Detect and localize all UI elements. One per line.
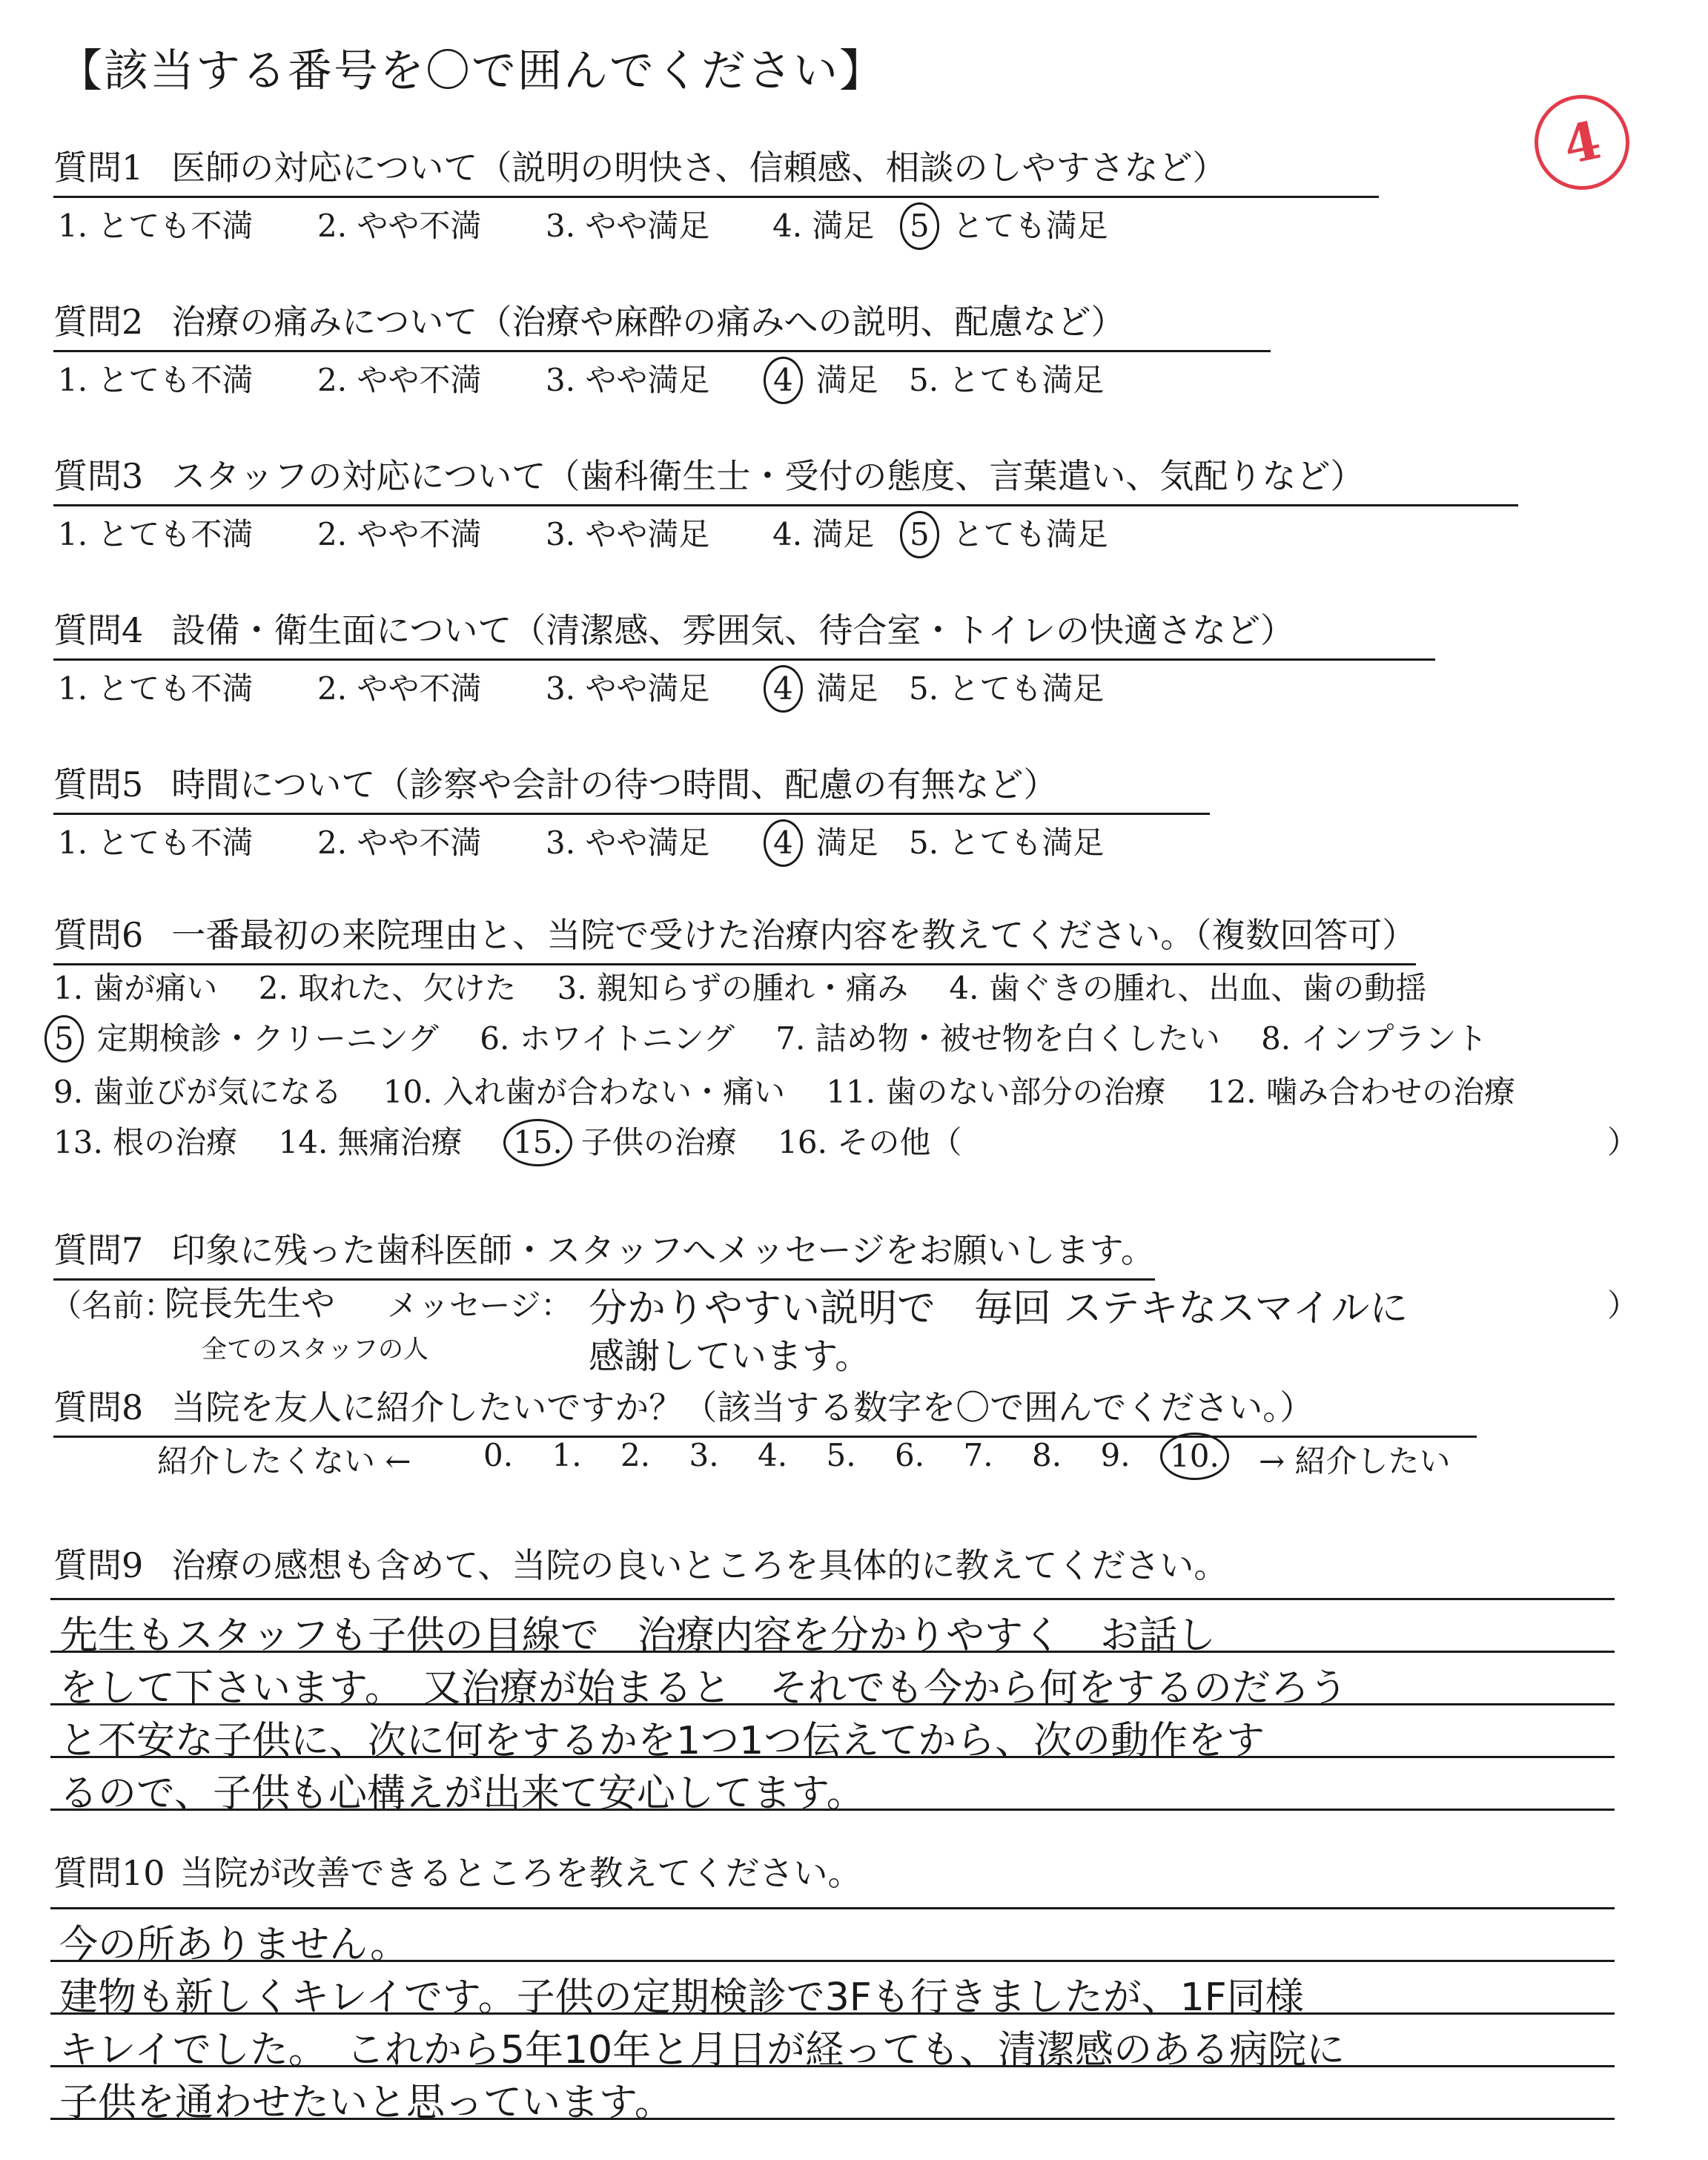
q3-option-5-selected[interactable] bbox=[909, 510, 1108, 558]
q7-number: 質問7 bbox=[53, 1230, 144, 1270]
q7-message-handwritten-2: 感謝しています。 bbox=[589, 1335, 871, 1377]
q8-scale-0[interactable]: 0. bbox=[483, 1437, 514, 1473]
q4-option-5[interactable]: 5. とても満足 bbox=[909, 670, 1105, 707]
q8-number: 質問8 bbox=[53, 1387, 144, 1427]
q10-title bbox=[53, 1846, 862, 1895]
q9-answer-line-4: るので、子供も心構えが出来て安心してます。 bbox=[59, 1771, 865, 1816]
option-label: 満足 bbox=[815, 670, 878, 707]
q3-option-2[interactable]: 2. やや不満 bbox=[317, 516, 482, 552]
q6-row-2 bbox=[44, 1014, 1519, 1063]
q10-answer-line-1: 今の所ありません。 bbox=[59, 1923, 409, 1967]
selected-circle: 4 bbox=[764, 665, 803, 713]
q8-scale-9[interactable]: 9. bbox=[1100, 1437, 1131, 1473]
q8-left-label: 紹介したくない ← bbox=[157, 1443, 411, 1479]
q9-number: 質問9 bbox=[53, 1545, 144, 1585]
q5-option-2[interactable]: 2. やや不満 bbox=[317, 825, 482, 861]
q4-text: 設備・衛生面について（清潔感、雰囲気、待合室・トイレの快適さなど） bbox=[171, 610, 1295, 650]
q7-message-label: メッセージ： bbox=[387, 1287, 572, 1324]
q8-scale-1[interactable]: 1. bbox=[552, 1437, 582, 1473]
q3-option-3[interactable]: 3. やや満足 bbox=[546, 516, 710, 552]
q6-text: 一番最初の来院理由と、当院で受けた治療内容を教えてください。（複数回答可） bbox=[171, 915, 1417, 955]
q8-right-label: → 紹介したい bbox=[1259, 1443, 1451, 1479]
q4-option-3[interactable]: 3. やや満足 bbox=[546, 670, 710, 707]
q3-text: スタッフの対応について（歯科衛生士・受付の態度、言葉遣い、気配りなど） bbox=[171, 456, 1365, 496]
q1-option-3[interactable]: 3. やや満足 bbox=[546, 208, 710, 244]
q4-option-2[interactable]: 2. やや不満 bbox=[317, 670, 482, 707]
q8-scale-8[interactable]: 8. bbox=[1032, 1437, 1062, 1473]
q8-title bbox=[53, 1381, 1477, 1438]
q5-option-1[interactable]: 1. とても不満 bbox=[58, 825, 254, 861]
q4-title bbox=[53, 604, 1435, 661]
q1-title bbox=[53, 141, 1379, 198]
q6-row-1 bbox=[53, 964, 1457, 1008]
q9-text: 治療の感想も含めて、当院の良いところを具体的に教えてください。 bbox=[171, 1545, 1228, 1585]
q5-option-4-selected[interactable] bbox=[772, 819, 878, 867]
q3-option-1[interactable]: 1. とても不満 bbox=[58, 516, 254, 552]
q6-option-3[interactable]: 3. 親知らずの腫れ・痛み bbox=[557, 970, 909, 1006]
option-label: とても満足 bbox=[952, 208, 1108, 244]
q2-option-3[interactable]: 3. やや満足 bbox=[546, 362, 710, 398]
q6-option-15-circled[interactable]: 15. bbox=[503, 1119, 572, 1166]
q4-option-4-selected[interactable] bbox=[772, 664, 878, 713]
option-label: 満足 bbox=[815, 362, 878, 398]
q5-option-5[interactable]: 5. とても満足 bbox=[909, 825, 1105, 861]
q1-option-5-selected[interactable] bbox=[909, 202, 1108, 250]
q6-option-4[interactable]: 4. 歯ぐきの腫れ、出血、歯の動揺 bbox=[949, 970, 1427, 1006]
q6-option-13[interactable]: 13. 根の治療 bbox=[53, 1124, 238, 1160]
selected-circle: 5 bbox=[900, 202, 939, 250]
q7-text: 印象に残った歯科医師・スタッフへメッセージをお願いします。 bbox=[171, 1230, 1155, 1270]
q6-option-6[interactable]: 6. ホワイトニング bbox=[480, 1020, 735, 1057]
q2-number: 質問2 bbox=[53, 302, 144, 342]
q1-option-4[interactable]: 4. 満足 bbox=[772, 208, 875, 244]
q9-answer-line-1: 先生もスタッフも子供の目線で 治療内容を分かりやすく お話し bbox=[59, 1614, 1217, 1658]
q6-row-3 bbox=[53, 1068, 1546, 1112]
option-label: とても満足 bbox=[952, 516, 1108, 552]
q7-name-handwritten: 院長先生や bbox=[165, 1284, 335, 1324]
q5-title bbox=[53, 758, 1210, 815]
q6-option-16[interactable]: 16. その他（ bbox=[778, 1124, 962, 1160]
page-header: 【該当する番号を〇で囲んでください】 bbox=[58, 45, 885, 97]
q8-scale-4[interactable]: 4. bbox=[758, 1437, 788, 1473]
q6-option-8[interactable]: 8. インプラント bbox=[1261, 1020, 1488, 1057]
q6-option-9[interactable]: 9. 歯並びが気になる bbox=[53, 1074, 342, 1110]
q2-option-1[interactable]: 1. とても不満 bbox=[58, 362, 254, 398]
q4-option-1[interactable]: 1. とても不満 bbox=[58, 670, 254, 707]
q6-other-close: ） bbox=[1607, 1124, 1639, 1160]
q6-title bbox=[53, 908, 1416, 965]
q9-answer-line-3: と不安な子供に、次に何をするかを1つ1つ伝えてから、次の動作をす bbox=[59, 1719, 1265, 1763]
q8-scale-10-selected[interactable]: 10. bbox=[1160, 1433, 1229, 1480]
q3-option-4[interactable]: 4. 満足 bbox=[772, 516, 875, 552]
selected-circle: 4 bbox=[764, 819, 803, 867]
q1-text: 医師の対応について（説明の明快さ、信頼感、相談のしやすさなど） bbox=[171, 148, 1227, 188]
q9-rule-0 bbox=[50, 1598, 1615, 1600]
q5-number: 質問5 bbox=[53, 764, 144, 805]
q6-option-11[interactable]: 11. 歯のない部分の治療 bbox=[826, 1074, 1166, 1110]
q7-name-label: （名前： bbox=[50, 1287, 176, 1324]
q8-scale-5[interactable]: 5. bbox=[826, 1437, 856, 1473]
q6-option-14[interactable]: 14. 無痛治療 bbox=[278, 1124, 463, 1160]
q5-text: 時間について（診察や会計の待つ時間、配慮の有無など） bbox=[171, 764, 1058, 805]
q8-scale-3[interactable]: 3. bbox=[689, 1437, 719, 1473]
q8-scale-2[interactable]: 2. bbox=[620, 1437, 651, 1473]
q10-text: 当院が改善できるところを教えてください。 bbox=[179, 1853, 862, 1893]
q7-close: ） bbox=[1607, 1287, 1639, 1324]
q6-number: 質問6 bbox=[53, 915, 144, 955]
q6-option-15-label: 子供の治療 bbox=[580, 1124, 737, 1160]
q6-option-5-label: 定期検診・クリーニング bbox=[96, 1020, 439, 1057]
q6-option-5-circled[interactable]: 5 bbox=[44, 1015, 84, 1063]
q6-row-4 bbox=[53, 1118, 993, 1166]
q5-option-3[interactable]: 3. やや満足 bbox=[546, 825, 710, 861]
q10-number: 質問10 bbox=[53, 1853, 165, 1893]
q10-answer-line-3: キレイでした。 これから5年10年と月日が経っても、清潔感のある病院に bbox=[59, 2028, 1345, 2073]
q2-text: 治療の痛みについて（治療や麻酔の痛みへの説明、配慮など） bbox=[171, 302, 1125, 342]
q2-option-4-selected[interactable] bbox=[772, 356, 878, 404]
q7-message-handwritten: 分かりやすい説明で 毎回 ステキなスマイルに bbox=[589, 1287, 1409, 1331]
q2-option-2[interactable]: 2. やや不満 bbox=[317, 362, 482, 398]
q6-option-10[interactable]: 10. 入れ歯が合わない・痛い bbox=[383, 1074, 785, 1110]
q9-title bbox=[53, 1539, 1228, 1588]
q1-number: 質問1 bbox=[53, 148, 144, 188]
q8-scale-7[interactable]: 7. bbox=[963, 1437, 993, 1473]
q3-title bbox=[53, 449, 1518, 506]
q7-title bbox=[53, 1223, 1155, 1281]
q1-option-2[interactable]: 2. やや不満 bbox=[317, 208, 482, 244]
page-number-stamp: 4 bbox=[1526, 86, 1638, 199]
q6-option-7[interactable]: 7. 詰め物・被せ物を白くしたい bbox=[775, 1020, 1220, 1057]
q7-name-handwritten-2: 全てのスタッフの人 bbox=[202, 1335, 428, 1364]
q8-text: 当院を友人に紹介したいですか？（該当する数字を〇で囲んでください。） bbox=[171, 1387, 1314, 1427]
q1-option-1[interactable]: 1. とても不満 bbox=[58, 208, 254, 244]
selected-circle: 4 bbox=[764, 357, 803, 404]
q3-number: 質問3 bbox=[53, 456, 144, 496]
selected-circle: 5 bbox=[900, 511, 939, 558]
q4-number: 質問4 bbox=[53, 610, 144, 650]
q10-answer-line-2: 建物も新しくキレイです。子供の定期検診で3Fも行きましたが、1F同様 bbox=[59, 1975, 1304, 2020]
q6-option-2[interactable]: 2. 取れた、欠けた bbox=[258, 970, 517, 1006]
q2-option-5[interactable]: 5. とても満足 bbox=[909, 362, 1105, 398]
q6-option-1[interactable]: 1. 歯が痛い bbox=[53, 970, 218, 1006]
q9-answer-line-2: をして下さいます。 又治療が始まると それでも今から何をするのだろう bbox=[59, 1666, 1348, 1711]
q6-option-12[interactable]: 12. 噛み合わせの治療 bbox=[1206, 1074, 1515, 1110]
q8-scale-6[interactable]: 6. bbox=[895, 1437, 925, 1473]
q10-answer-line-4: 子供を通わせたいと思っています。 bbox=[59, 2081, 673, 2125]
option-label: 満足 bbox=[815, 825, 878, 861]
q10-rule-0 bbox=[50, 1907, 1615, 1909]
q2-title bbox=[53, 295, 1271, 352]
